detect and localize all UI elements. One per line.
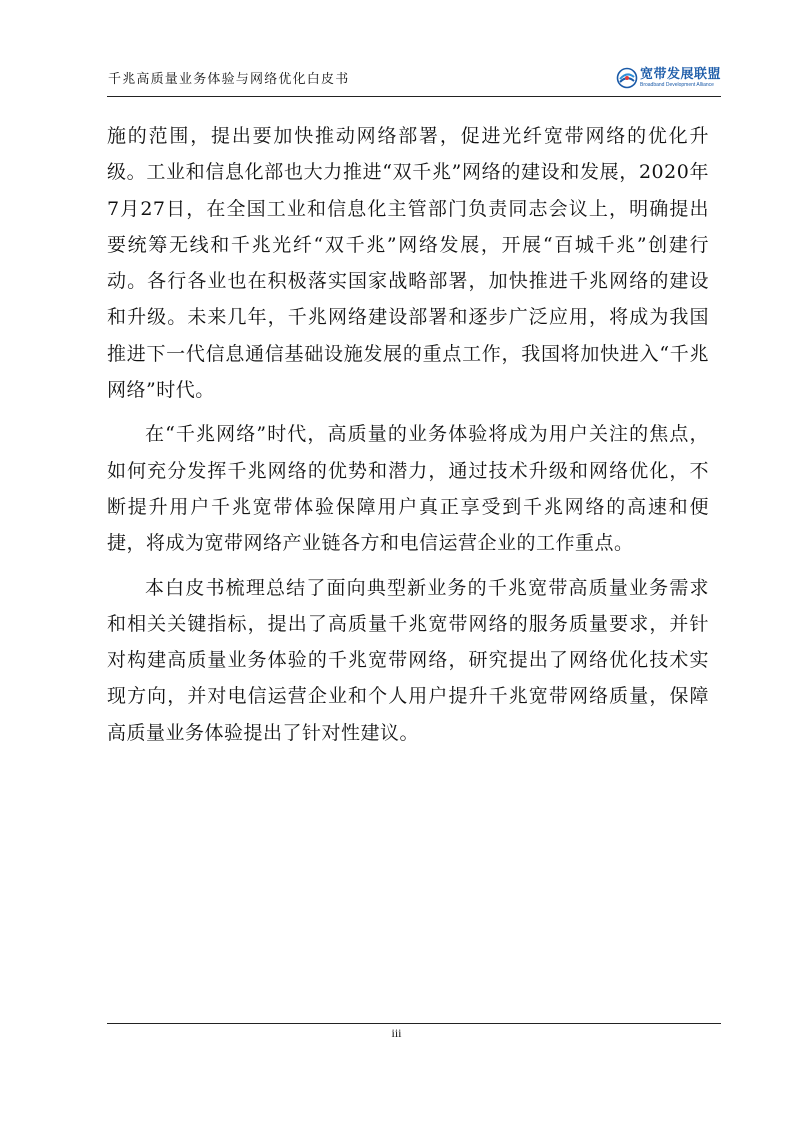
paragraph-continued: 施的范围，提出要加快推动网络部署，促进光纤宽带网络的优化升级。工业和信息化部也大力推进“双千兆”网络的建设和发展，2020年7月27日，在全国工业和信息化主管部门负责同志会议上，明确提出要统筹无线和千兆光纤“双千兆”网络发展，开展“百城千兆”创建行动。各行各业也在积极落实国家战略部署，加快推进千兆网络的建设和升级。未来几年，千兆网络建设部署和逐步广泛应用，将成为我国推进下一代信息通信基础设施发展的重点工作，我国将加快进入“千兆网络”时代。 [107,125,709,402]
body-text [107,118,709,759]
page-number: iii [391,1026,402,1040]
page-header [107,64,721,96]
logo-name-cn: 宽带发展联盟 [639,67,721,82]
paragraph: 在“千兆网络”时代，高质量的业务体验将成为用户关注的焦点，如何充分发挥千兆网络的优势和潜力，通过技术升级和网络优化，不断提升用户千兆宽带体验保障用户真正享受到千兆网络的高速和便捷，将成为宽带网络产业链各方和电信运营企业的工作重点。 [107,423,709,555]
paragraph: 本白皮书梳理总结了面向典型新业务的千兆宽带高质量业务需求和相关关键指标，提出了高质量千兆宽带网络的服务质量要求，并针对构建高质量业务体验的千兆宽带网络，研究提出了网络优化技术实现方向，并对电信运营企业和个人用户提升千兆宽带网络质量，保障高质量业务体验提出了针对性建议。 [107,576,709,744]
footer-divider [107,1023,721,1024]
broadband-alliance-logo-icon [616,67,638,89]
document-title: 千兆高质量业务体验与网络优化白皮书 [108,72,350,87]
alliance-logo [616,66,721,90]
logo-name-en: Broadband Development Alliance [639,82,714,88]
header-divider [107,96,721,97]
